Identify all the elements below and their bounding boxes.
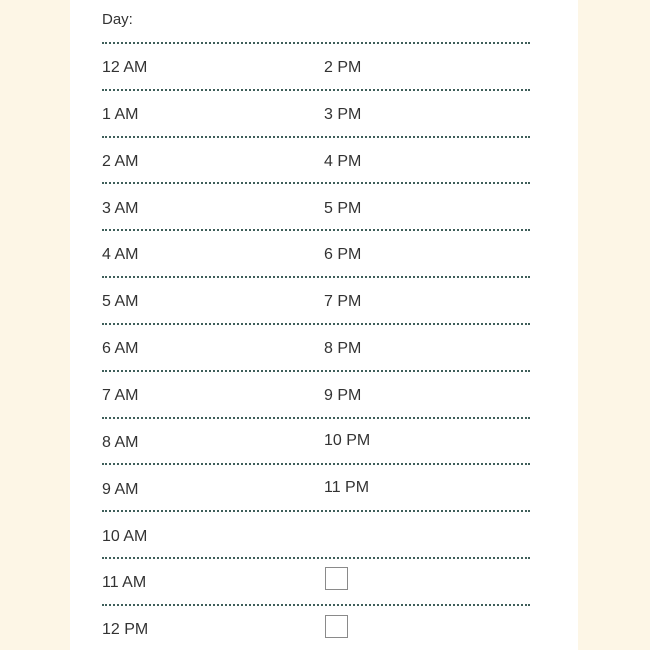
task-checkbox[interactable] xyxy=(325,567,348,590)
dotted-rule xyxy=(102,323,530,325)
dotted-rule xyxy=(102,229,530,231)
dotted-rule xyxy=(102,604,530,606)
dotted-rule xyxy=(102,182,530,184)
dotted-rule xyxy=(102,89,530,91)
time-label-right: 10 PM xyxy=(324,432,371,449)
task-checkbox[interactable] xyxy=(325,615,348,638)
time-label-right: 4 PM xyxy=(324,153,362,170)
time-label-right: 8 PM xyxy=(324,340,362,357)
time-label-left: 5 AM xyxy=(102,293,139,310)
dotted-rule xyxy=(102,417,530,419)
dotted-rule xyxy=(102,370,530,372)
dotted-rule xyxy=(102,510,530,512)
time-label-left: 11 AM xyxy=(102,574,147,591)
time-label-left: 9 AM xyxy=(102,481,139,498)
time-label-left: 1 AM xyxy=(102,106,139,123)
time-label-right: 9 PM xyxy=(324,387,362,404)
time-label-left: 3 AM xyxy=(102,200,139,217)
time-label-right: 6 PM xyxy=(324,246,362,263)
time-label-left: 12 AM xyxy=(102,59,148,76)
time-label-left: 7 AM xyxy=(102,387,139,404)
time-label-right: 5 PM xyxy=(324,200,362,217)
dotted-rule xyxy=(102,136,530,138)
time-label-left: 4 AM xyxy=(102,246,139,263)
time-label-left: 10 AM xyxy=(102,528,148,545)
dotted-rule xyxy=(102,42,530,44)
time-label-left: 8 AM xyxy=(102,434,139,451)
dotted-rule xyxy=(102,463,530,465)
dotted-rule xyxy=(102,276,530,278)
time-label-left: 2 AM xyxy=(102,153,139,170)
planner-sheet xyxy=(70,0,578,650)
time-label-right: 2 PM xyxy=(324,59,362,76)
time-label-left: 6 AM xyxy=(102,340,139,357)
dotted-rule xyxy=(102,557,530,559)
day-label: Day: xyxy=(102,11,133,28)
time-label-right: 3 PM xyxy=(324,106,362,123)
time-label-right: 11 PM xyxy=(324,479,370,496)
time-label-left: 12 PM xyxy=(102,621,149,638)
time-label-right: 7 PM xyxy=(324,293,362,310)
